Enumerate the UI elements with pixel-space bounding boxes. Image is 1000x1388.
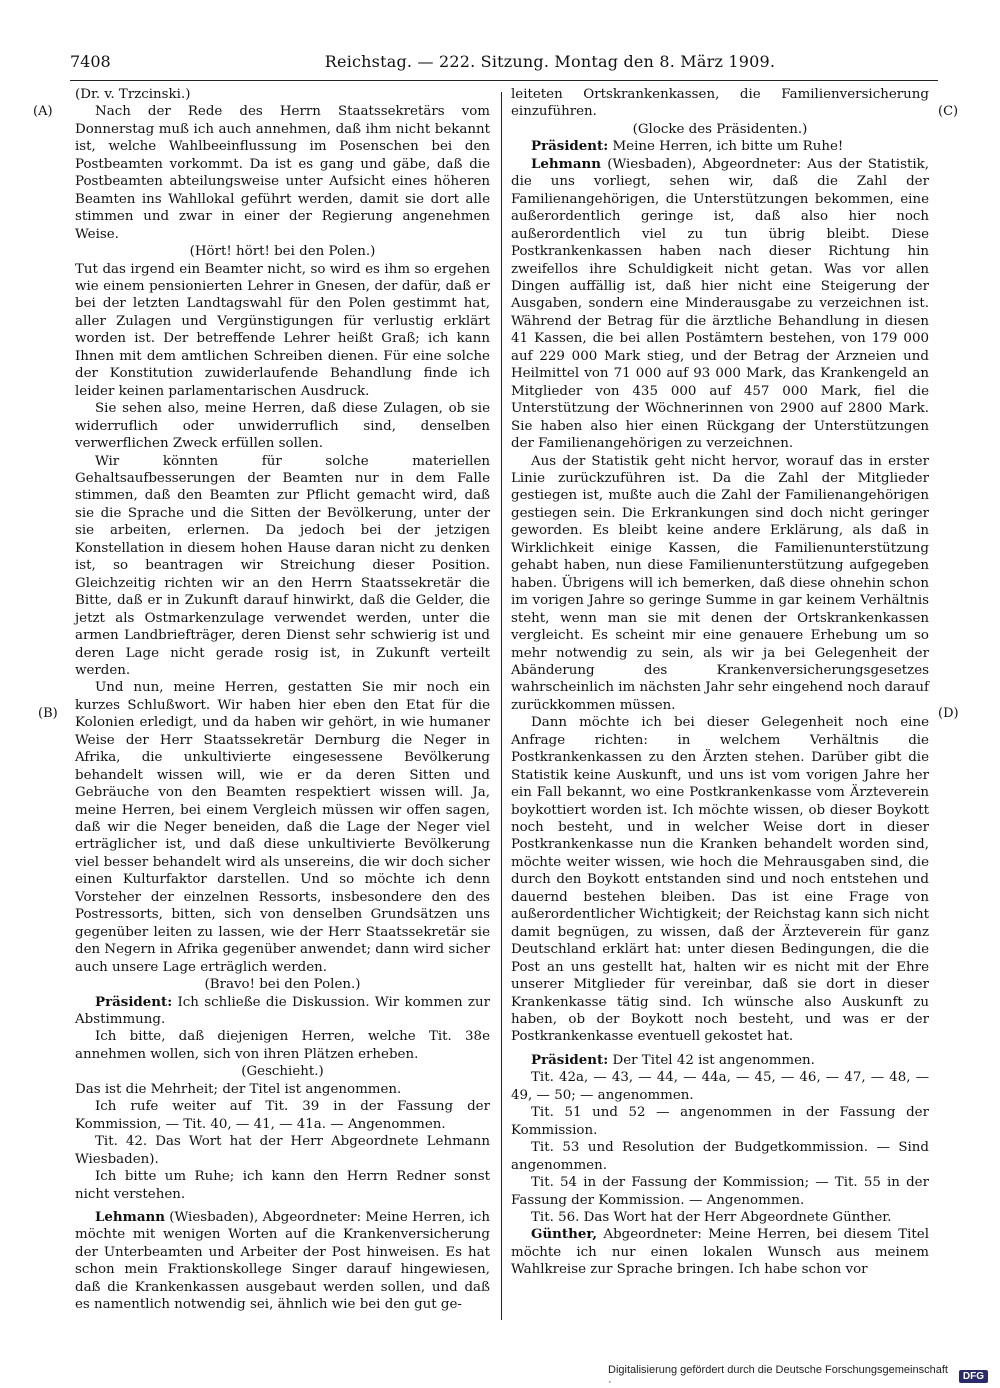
paragraph: Tit. 53 und Resolution der Budgetkommission. — Sind angenommen. (511, 1140, 929, 1173)
left-column (75, 86, 490, 1314)
paragraph: Tit. 42a, — 43, — 44, — 44a, — 45, — 46, — 47, — 48, — 49, — 50; — angenommen. (511, 1070, 929, 1103)
statement-text: Ich schließe die Diskussion. Wir kommen zur Abstimmung. (75, 994, 490, 1028)
paragraph: Aus der Statistik geht nicht hervor, worauf das in erster Linie zurückzuführen ist. Da die Zahl der Mitglieder gestiegen ist, mußte auch die Zahl der Familienangehörigen gestiegen sein. Die Erkrankungen sind doch nicht geringer geworden. Es bleibt keine andere Erklärung, als daß in Wirklichkeit einige Kassen, die Familienunterstützung gehabt haben, nun diese Familienunterstützung aufgegeben haben. Übrigens will ich bemerken, daß diese ohnehin schon im vorigen Jahre so geringe Summe in gar keinem Verhältnis steht, wenn man sie mit denen der Ortskrankenkassen vergleicht. Es scheint mir eine genauere Erhebung um so mehr notwendig zu sein, als wir ja bei Gelegenheit der Abänderung des Krankenversicherungsgesetzes wahrscheinlich im nächsten Jahr sehr eingehend noch darauf zurückkommen müssen. (511, 453, 929, 713)
speaker-name: Lehmann (95, 1209, 165, 1225)
speaker-name: Lehmann (531, 155, 601, 172)
stage-direction: (Bravo! bei den Polen.) (204, 977, 361, 993)
footer-text: Digitalisierung gefördert durch die Deutsche Forschungsgemeinschaft · (608, 1364, 948, 1388)
speech-text: (Wiesbaden), Abgeordneter: Aus der Statistik, die uns vorliegt, sehen wir, daß die Zahl der Familienangehörigen, die Unterstützungen bekommen, eine außerordentlich geringe ist, daß also hier noch außerordentlich viel zu tun übrig bleibt. Diese Postkrankenkassen haben nach dieser Richtung hin zweifellos ihre Schuldigkeit nicht getan. Was vor allen Dingen auffällig ist, daß hier nicht eine Steigerung der Ausgaben, sondern eine Minderausgabe zu verzeichnen ist. Während der Betrag für die ärztliche Behandlung in diesen 41 Kassen, die bei allen Postämtern bestehen, von 179 000 auf 229 000 Mark stieg, und der Betrag der Arzneien und Heilmittel von 71 000 auf 93 000 Mark, das Krankengeld an Mitglieder von 435 000 auf 457 000 Mark, fiel die Unterstützung der Wöchnerinnen von 2900 auf 2800 Mark. Sie haben also hier einen Rückgang der Unterstützungen der Familienangehörigen zu verzeichnen. (511, 156, 929, 452)
president-statement (511, 1052, 929, 1069)
margin-mark-c: (C) (938, 104, 959, 119)
stage-direction: (Geschieht.) (241, 1064, 324, 1080)
president-statement (75, 994, 490, 1029)
running-title: Reichstag. — 222. Sitzung. Montag den 8. März 1909. (324, 52, 776, 71)
speech-text: Abgeordneter: Meine Herren, bei diesem Titel möchte ich nur einen lokalen Wunsch aus meinem Wahlkreise zur Sprache bringen. Ich habe schon vor (511, 1227, 929, 1278)
digitization-footer (608, 1364, 988, 1388)
paragraph: Tit. 42. Das Wort hat der Herr Abgeordnete Lehmann Wiesbaden). (75, 1134, 490, 1167)
paragraph: Und nun, meine Herren, gestatten Sie mir noch ein kurzes Schlußwort. Wir haben hier eben den Etat für die Kolonien erledigt, und da haben wir gehört, in wie humaner Weise der Herr Staatssekretär Dernburg die Neger in Afrika, die unkultivierte eingesessene Bevölkerung behandelt wissen will, wie er da deren Sitten und Gebräuche von den Beamten respektiert wissen will. Ja, meine Herren, bei einem Vergleich müssen wir offen sagen, daß wir die Neger beneiden, daß die Lage der Neger viel erträglicher ist, und daß diese unkultivierte Bevölkerung viel besser behandelt wird als unsereins, die wir doch sicher einen Kulturfaktor darstellen. Und so möchte ich denn Vorsteher der einzelnen Ressorts, insbesondere den des Postressorts, bitten, sich von denselben Grundsätzen uns gegenüber leiten zu lassen, wie der Herr Staatssekretär sie den Negern in Afrika gegenüber anwendet; dann wird sicher auch unsere Lage erträglich werden. (75, 680, 490, 975)
speech (511, 156, 929, 453)
paragraph: Nach der Rede des Herrn Staatssekretärs vom Donnerstag muß ich auch annehmen, daß ihm nicht bekannt ist, welche Wahlbeeinflussung im Posenschen bei den Postbeamten vorkommt. Da ist es gang und gäbe, daß die Postbeamten abteilungsweise unter Aufsicht eines höheren Beamten ins Wahllokal geführt werden, damit sie dort alle stimmen und zwar in einer der Regierung angenehmen Weise. (75, 104, 490, 242)
paragraph: Tit. 56. Das Wort hat der Herr Abgeordnete Günther. (531, 1210, 892, 1225)
speaker-name: Präsident: (531, 1051, 609, 1068)
margin-mark-a: (A) (33, 104, 53, 119)
paragraph: Tut das irgend ein Beamter nicht, so wird es ihm so ergehen wie einem pensionierten Lehrer in Gnesen, der dafür, daß er bei der letzten Landtagswahl für den Polen gestimmt hat, aller Zulagen und Vergünstigungen für verlustig erklärt worden ist. Der betreffende Lehrer heißt Graß; ich kann Ihnen mit dem amtlichen Schreiben dienen. Für eine solche der Konstitution zuwiderlaufende Behandlung finde ich leider keinen parlamentarischen Ausdruck. (75, 261, 490, 399)
page-header (70, 52, 938, 78)
paragraph: Ich bitte um Ruhe; ich kann den Herrn Redner sonst nicht verstehen. (75, 1169, 490, 1202)
paragraph: Tit. 51 und 52 — angenommen in der Fassung der Kommission. (511, 1105, 929, 1138)
paragraph: Ich bitte, daß diejenigen Herren, welche Tit. 38e annehmen wollen, sich von ihren Plätzen erheben. (75, 1029, 490, 1062)
speech (511, 1226, 929, 1278)
margin-mark-b: (B) (38, 706, 58, 721)
paragraph: Das ist die Mehrheit; der Titel ist angenommen. (75, 1081, 402, 1097)
column-divider (501, 92, 502, 1320)
speaker-name: Präsident: (531, 138, 609, 155)
speech-text: (Wiesbaden), Abgeordneter: Meine Herren, ich möchte mit wenigen Worten auf die Krankenversicherung der Unterbeamten und Arbeiter der Post hinweisen. Es hat schon mein Fraktionskollege Singer darauf hingewiesen, daß die Krankenkassen ausgebaut werden sollen, und daß es namentlich notwendig sei, ähnlich wie bei den gut ge- (75, 1210, 490, 1313)
dfg-logo: DFG (959, 1370, 988, 1383)
page-number: 7408 (70, 52, 111, 71)
paragraph: Sie sehen also, meine Herren, daß diese Zulagen, ob sie widerruflich oder unwiderruflich sind, denselben verwerflichen Zweck erfüllen sollen. (75, 401, 490, 452)
statement-text: Der Titel 42 ist angenommen. (612, 1052, 815, 1068)
president-statement (511, 138, 929, 155)
paragraph: Wir könnten für solche materiellen Gehaltsaufbesserungen der Beamten nur in dem Falle stimmen, daß den Beamten zur Pflicht gemacht wird, daß sie die Sprache und die Sitten der Bevölkerung, unter der sie arbeiten, erlernen. Da jedoch bei der jetzigen Konstellation in diesem hohen Hause daran nicht zu denken ist, so beantragen wir Streichung dieser Position. Gleichzeitig richten wir an den Herrn Staatssekretär die Bitte, daß er in Zukunft darauf hinwirkt, daß die Gelder, die jetzt als Ostmarkenzulage verwendet werden, unter die armen Landbriefträger, deren Dienst sehr schwierig ist und deren Lage nicht gerade rosig ist, in Zukunft verteilt werden. (75, 453, 490, 678)
paragraph: Ich rufe weiter auf Tit. 39 in der Fassung der Kommission, — Tit. 40, — 41, — 41a. — Angenommen. (75, 1099, 490, 1132)
speaker-name: Günther, (531, 1226, 598, 1243)
stage-direction: (Hört! hört! bei den Polen.) (189, 244, 376, 260)
right-column (511, 86, 929, 1279)
speaker-reference: (Dr. v. Trzcinski.) (75, 87, 191, 102)
statement-text: Meine Herren, ich bitte um Ruhe! (612, 139, 844, 155)
paragraph: leiteten Ortskrankenkassen, die Familienversicherung einzuführen. (511, 87, 929, 120)
stage-direction: (Glocke des Präsidenten.) (632, 121, 808, 137)
header-rule (70, 80, 938, 81)
margin-mark-d: (D) (938, 706, 959, 721)
paragraph: Dann möchte ich bei dieser Gelegenheit noch eine Anfrage richten: in welchem Verhältnis die Postkrankenkassen zu den Ärzten stehen. Darüber gibt die Statistik keine Auskunft, und uns ist vom vorigen Jahre her ein Fall bekannt, wo eine Postkrankenkasse vom Ärzteverein boykottiert worden ist. Ich möchte wissen, ob dieser Boykott noch besteht, und in welcher Weise dort in dieser Postkrankenkasse nun die Kranken behandelt worden sind, möchte weiter wissen, wie hoch die Mehrausgaben sind, die durch den Boykott entstanden sind und noch entstehen und dauernd bestehen bleiben. Das ist eine Frage von außerordentlicher Wichtigkeit; der Reichstag kann sich nicht damit begnügen, zu wissen, daß der Ärzteverein für ganz Deutschland erklärt hat: unter diesen Bedingungen, die die Post an uns gestellt hat, halten wir es nicht mit der Ehre unserer Mitglieder für vereinbar, daß sie dort in dieser Krankenkasse tätig sind. Ich wünsche also Auskunft zu haben, ob der Boykott noch besteht, und was er der Postkrankenkasse eventuell gekostet hat. (511, 715, 929, 1045)
speaker-name: Präsident: (95, 993, 173, 1010)
paragraph: Tit. 54 in der Fassung der Kommission; — Tit. 55 in der Fassung der Kommission. — Angenommen. (511, 1175, 929, 1208)
speech (75, 1209, 490, 1314)
